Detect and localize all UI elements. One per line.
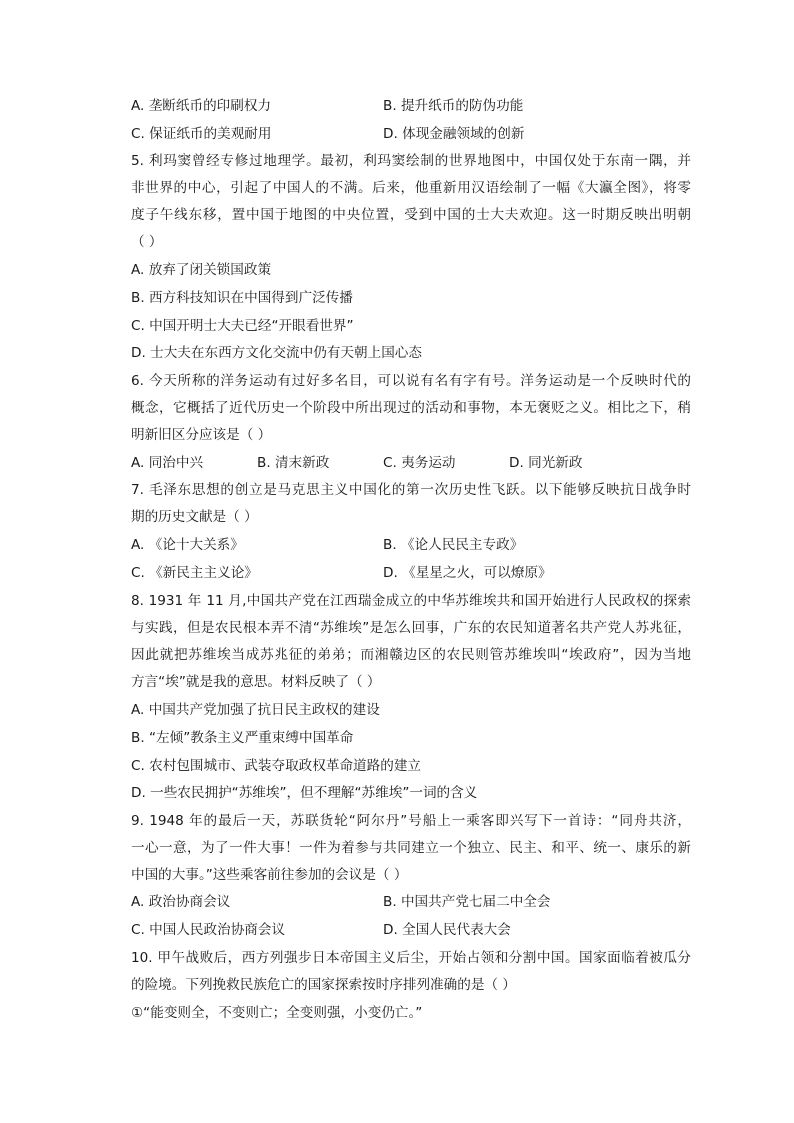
q7-stem-line-2: 期的历史文献是（ ） (131, 509, 258, 525)
q8-option-b: B. “左倾”教条主义严重束缚中国革命 (131, 730, 354, 746)
q6-option-b: B. 清末新政 (257, 455, 330, 471)
q9-option-c: C. 中国人民政治协商会议 (131, 922, 286, 938)
q5-option-b: B. 西方科技知识在中国得到广泛传播 (131, 290, 353, 306)
q5-answer-blank: （ ） (131, 234, 163, 250)
q9-stem-line-1: 9. 1948 年的最后一天，苏联货轮“阿尔丹”号船上一乘客即兴写下一首诗：“同舟共济， (131, 813, 691, 829)
q9-option-a: A. 政治协商会议 (131, 894, 231, 910)
q10-stem-line-1: 10. 甲午战败后，西方列强步日本帝国主义后尘，开始占领和分割中国。国家面临着被瓜分 (131, 950, 691, 966)
q5-stem-line-2: 非世界的中心，引起了中国人的不满。后来，他重新用汉语绘制了一幅《大瀛全图》，将零 (131, 180, 691, 196)
q7-option-c: C. 《新民主主义论》 (131, 565, 258, 581)
q7-option-b: B. 《论人民民主专政》 (383, 537, 524, 553)
q5-stem-line-1: 5. 利玛窦曾经专修过地理学。最初，利玛窦绘制的世界地图中，中国仅处于东南一隅，并 (131, 153, 691, 169)
q4-option-b: B. 提升纸币的防伪功能 (383, 98, 524, 114)
q9-stem-line-2: 一心一意，为了一件大事！一件为着参与共同建立一个独立、民主、和平、统一、康乐的新 (131, 840, 691, 856)
q8-option-d: D. 一些农民拥护“苏维埃”，但不理解“苏维埃”一词的含义 (131, 785, 478, 801)
q7-option-a: A. 《论十大关系》 (131, 537, 244, 553)
q6-option-a: A. 同治中兴 (131, 455, 204, 471)
q10-stem-line-2: 的险境。下列挽救民族危亡的国家探索按时序排列准确的是（ ） (131, 977, 516, 993)
q8-stem-line-1: 8. 1931 年 11 月,中国共产党在江西瑞金成立的中华苏维埃共和国开始进行人民政权的探索 (131, 593, 691, 609)
q4-option-a: A. 垄断纸币的印刷权力 (131, 98, 272, 114)
q7-stem-line-1: 7. 毛泽东思想的创立是马克思主义中国化的第一次历史性飞跃。以下能够反映抗日战争时 (131, 482, 691, 498)
q8-stem-line-4: 方言“埃”就是我的意思。材料反映了（ ） (131, 674, 381, 690)
q4-option-d: D. 体现金融领域的创新 (383, 126, 525, 142)
q9-option-d: D. 全国人民代表大会 (383, 922, 511, 938)
q5-stem-line-3: 度子午线东移，置中国于地图的中央位置，受到中国的士大夫欢迎。这一时期反映出明朝 (131, 207, 691, 223)
q9-stem-line-3: 中国的大事。”这些乘客前往参加的会议是（ ） (131, 867, 408, 883)
q10-item-1: ①“能变则全，不变则亡；全变则强，小变仍亡。” (131, 1005, 423, 1021)
q7-option-d: D. 《星星之火，可以燎原》 (383, 565, 552, 581)
q4-option-c: C. 保证纸币的美观耐用 (131, 126, 272, 142)
q6-option-d: D. 同光新政 (509, 455, 583, 471)
q5-option-c: C. 中国开明士大夫已经“开眼看世界” (131, 318, 354, 334)
q8-option-a: A. 中国共产党加强了抗日民主政权的建设 (131, 702, 380, 718)
q8-stem-line-2: 与实践，但是农民根本弄不清“苏维埃”是怎么回事，广东的农民知道著名共产党人苏兆征， (131, 620, 691, 636)
q8-stem-line-3: 因此就把苏维埃当成苏兆征的弟弟；而湘赣边区的农民则管苏维埃叫“埃政府”，因为当地 (131, 647, 691, 663)
q6-stem-line-2: 概念，它概括了近代历史一个阶段中所出现过的活动和事物，本无褒贬之义。相比之下，稍 (131, 400, 691, 416)
q6-stem-line-1: 6. 今天所称的洋务运动有过好多名目，可以说有名有字有号。洋务运动是一个反映时代的 (131, 373, 691, 389)
q6-stem-line-3: 明新旧区分应该是（ ） (131, 427, 272, 443)
q6-option-c: C. 夷务运动 (383, 455, 456, 471)
q5-option-d: D. 士大夫在东西方文化交流中仍有天朝上国心态 (131, 345, 422, 361)
q5-option-a: A. 放弃了闭关锁国政策 (131, 262, 272, 278)
q8-option-c: C. 农村包围城市、武装夺取政权革命道路的建立 (131, 758, 422, 774)
q9-option-b: B. 中国共产党七届二中全会 (383, 894, 551, 910)
